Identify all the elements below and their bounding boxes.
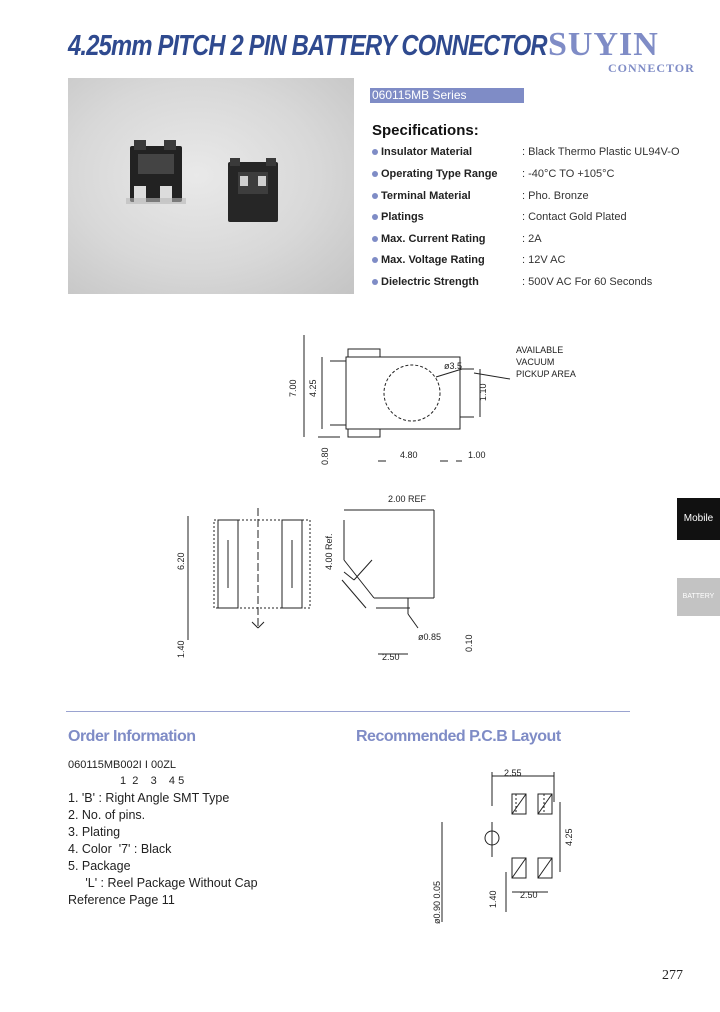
note-line: AVAILABLE: [516, 345, 564, 355]
series-label: 060115MB Series: [370, 88, 524, 103]
section-divider: [66, 711, 630, 712]
brand-logo-subtitle: CONNECTOR: [608, 61, 695, 75]
spec-label: Operating Type Range: [381, 168, 498, 180]
connector-left: [126, 140, 186, 204]
drawing-pcb-layout: [420, 762, 600, 932]
note-line: VACUUM: [516, 357, 555, 367]
product-photo: [68, 78, 354, 294]
spec-row: [372, 211, 702, 231]
brand-logo: SUYIN: [548, 26, 659, 63]
spec-row: [372, 168, 702, 188]
connector-right: [228, 158, 278, 222]
order-line: 1. 'B' : Right Angle SMT Type: [68, 791, 230, 805]
dim-4-00-ref: 4.00 Ref.: [324, 533, 334, 570]
pcb-dim-2-50: 2.50: [520, 890, 538, 900]
spec-value: : Pho. Bronze: [522, 190, 589, 202]
spec-value: : Black Thermo Plastic UL94V-O: [522, 146, 680, 158]
page-title: 4.25mm PITCH 2 PIN BATTERY CONNECTOR: [68, 30, 547, 62]
spec-label: Terminal Material: [381, 190, 471, 202]
order-line: 'L' : Reel Package Without Cap: [68, 876, 258, 890]
bullet-icon: [372, 149, 378, 155]
spec-value: : 2A: [522, 233, 542, 245]
dim-1-40: 1.40: [176, 640, 186, 658]
bullet-icon: [372, 171, 378, 177]
order-line: Reference Page 11: [68, 893, 175, 907]
dim-1-00: 1.00: [468, 450, 486, 460]
dim-2-50: 2.50: [382, 652, 400, 662]
tab-battery[interactable]: BATTERY: [677, 578, 720, 616]
pcb-dim-2-55: 2.55: [504, 768, 522, 778]
bullet-icon: [372, 257, 378, 263]
drawing-front-side-view: [170, 488, 500, 668]
bullet-icon: [372, 193, 378, 199]
dim-phi-3-5: ø3.5: [444, 361, 463, 371]
spec-value: : -40°C TO +105°C: [522, 168, 615, 180]
pcb-dim-phi-0-90: ø0.90 0.05: [432, 880, 442, 924]
spec-label: Platings: [381, 211, 424, 223]
connector-photo-illustration: [68, 78, 354, 294]
spec-label: Max. Voltage Rating: [381, 254, 485, 266]
spec-row: [372, 276, 702, 296]
order-line: 5. Package: [68, 859, 131, 873]
spec-label: Insulator Material: [381, 146, 473, 158]
part-code: 060115MB002I I 00ZL: [68, 759, 177, 771]
spec-label: Max. Current Rating: [381, 233, 486, 245]
dim-0-80: 0.80: [320, 447, 330, 465]
order-line: 2. No. of pins.: [68, 808, 146, 822]
note-line: PICKUP AREA: [516, 369, 576, 379]
spec-value: : 500V AC For 60 Seconds: [522, 276, 653, 288]
pcb-dim-4-25: 4.25: [564, 828, 574, 846]
order-line: 4. Color '7' : Black: [68, 842, 172, 856]
spec-value: : 12V AC: [522, 254, 566, 266]
bullet-icon: [372, 214, 378, 220]
bullet-icon: [372, 236, 378, 242]
spec-row: [372, 190, 702, 210]
order-info-heading: Order Information: [68, 728, 196, 745]
bullet-icon: [372, 279, 378, 285]
spec-value: : Contact Gold Plated: [522, 211, 627, 223]
dim-1-10: 1.10: [478, 383, 488, 401]
page-number: 277: [662, 968, 683, 983]
part-digits: 1 2 3 4 5: [120, 775, 185, 787]
tab-mobile[interactable]: Mobile: [677, 498, 720, 540]
order-line: 3. Plating: [68, 825, 121, 839]
dim-6-20: 6.20: [176, 552, 186, 570]
pcb-dim-1-40: 1.40: [488, 890, 498, 908]
spec-row: [372, 233, 702, 253]
dim-4-80: 4.80: [400, 450, 418, 460]
dim-2-00-ref: 2.00 REF: [388, 494, 427, 504]
dim-0-10: 0.10: [464, 634, 474, 652]
spec-row: [372, 254, 702, 274]
spec-row: [372, 146, 702, 166]
dim-7-00: 7.00: [288, 379, 298, 397]
dim-4-25: 4.25: [308, 379, 318, 397]
spec-label: Dielectric Strength: [381, 276, 479, 288]
specifications-heading: Specifications:: [372, 122, 479, 139]
pcb-layout-heading: Recommended P.C.B Layout: [356, 728, 561, 745]
drawing-top-view: [290, 325, 610, 475]
dim-phi-0-85: ø0.85: [418, 632, 442, 642]
